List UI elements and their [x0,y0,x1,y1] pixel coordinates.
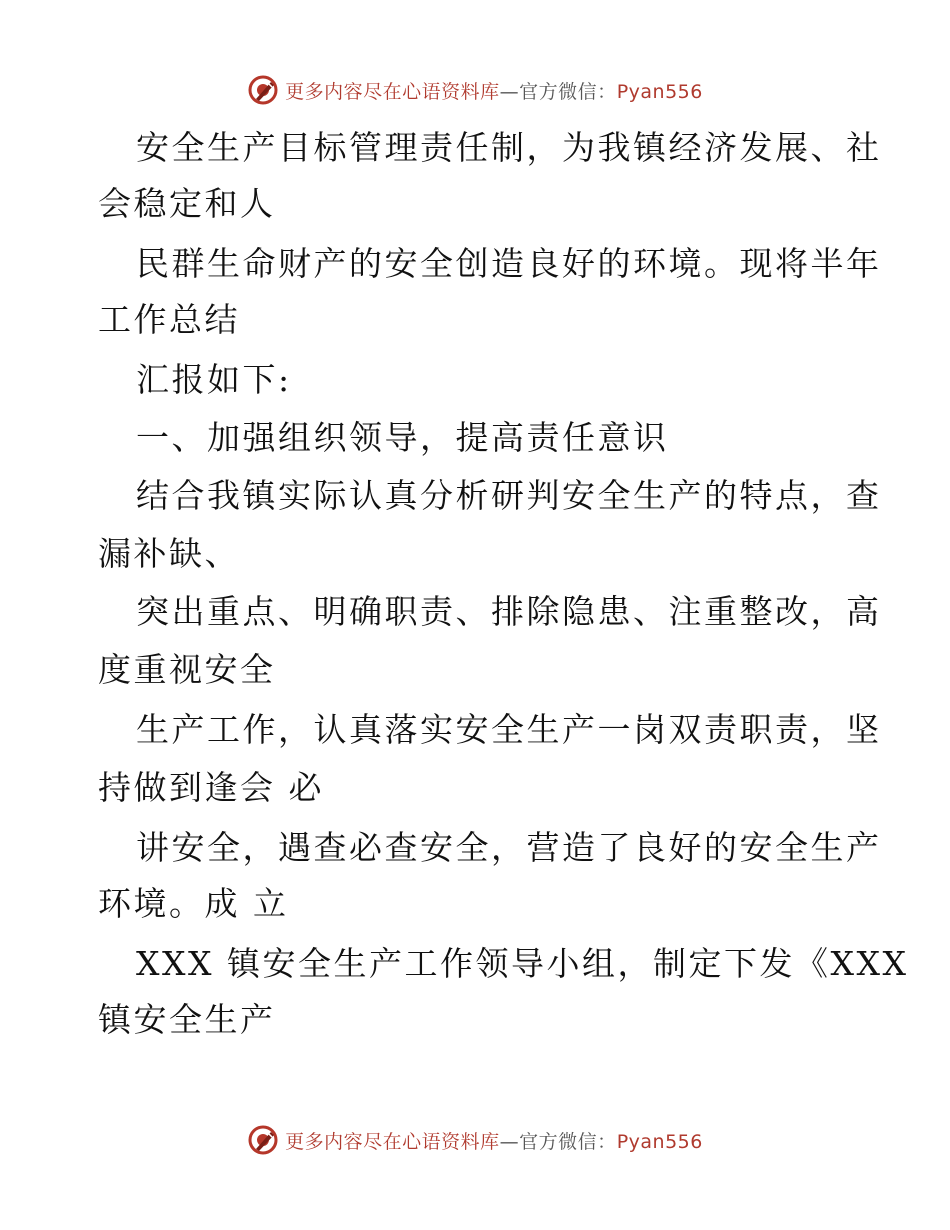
watermark-contact-label: 官方微信： [519,80,617,103]
watermark-contact-value: Pyan556 [616,80,703,103]
text-line: 汇报如下: [136,360,292,399]
text-line: 镇安全生产 [98,1000,276,1039]
text-line: XXX 镇安全生产工作领导小组，制定下发《XXX [136,944,909,983]
text-line: 民群生命财产的安全创造良好的环境。现将半年 [136,244,882,283]
text-line: 持做到逢会 必 [98,768,324,807]
text-line: 结合我镇实际认真分析研判安全生产的特点，查 [136,476,882,515]
text-line: 安全生产目标管理责任制，为我镇经济发展、社 [136,128,882,167]
text-line: 会稳定和人 [98,184,276,223]
text-line: 漏补缺、 [98,534,240,573]
pen-seal-icon [247,1124,279,1156]
text-line: 度重视安全 [98,650,276,689]
footer-watermark [0,1120,950,1160]
watermark-text [285,77,703,104]
watermark-text [285,1127,703,1154]
text-line: 生产工作，认真落实安全生产一岗双责职责，坚 [136,710,882,749]
watermark-contact-value: Pyan556 [616,1130,703,1153]
section-heading: 一、加强组织领导，提高责任意识 [136,418,669,457]
pen-seal-icon [247,74,279,106]
text-line: 讲安全，遇查必查安全，营造了良好的安全生产 [136,828,882,867]
watermark-contact-label: 官方微信： [519,1130,617,1153]
watermark-separator: — [499,1130,520,1153]
text-line: 突出重点、明确职责、排除隐患、注重整改，高 [136,592,882,631]
text-line: 环境。成 立 [98,884,289,923]
header-watermark [0,70,950,110]
watermark-brand: 更多内容尽在心语资料库 [285,80,500,103]
watermark-separator: — [499,80,520,103]
text-line: 工作总结 [98,300,240,339]
watermark-brand: 更多内容尽在心语资料库 [285,1130,500,1153]
